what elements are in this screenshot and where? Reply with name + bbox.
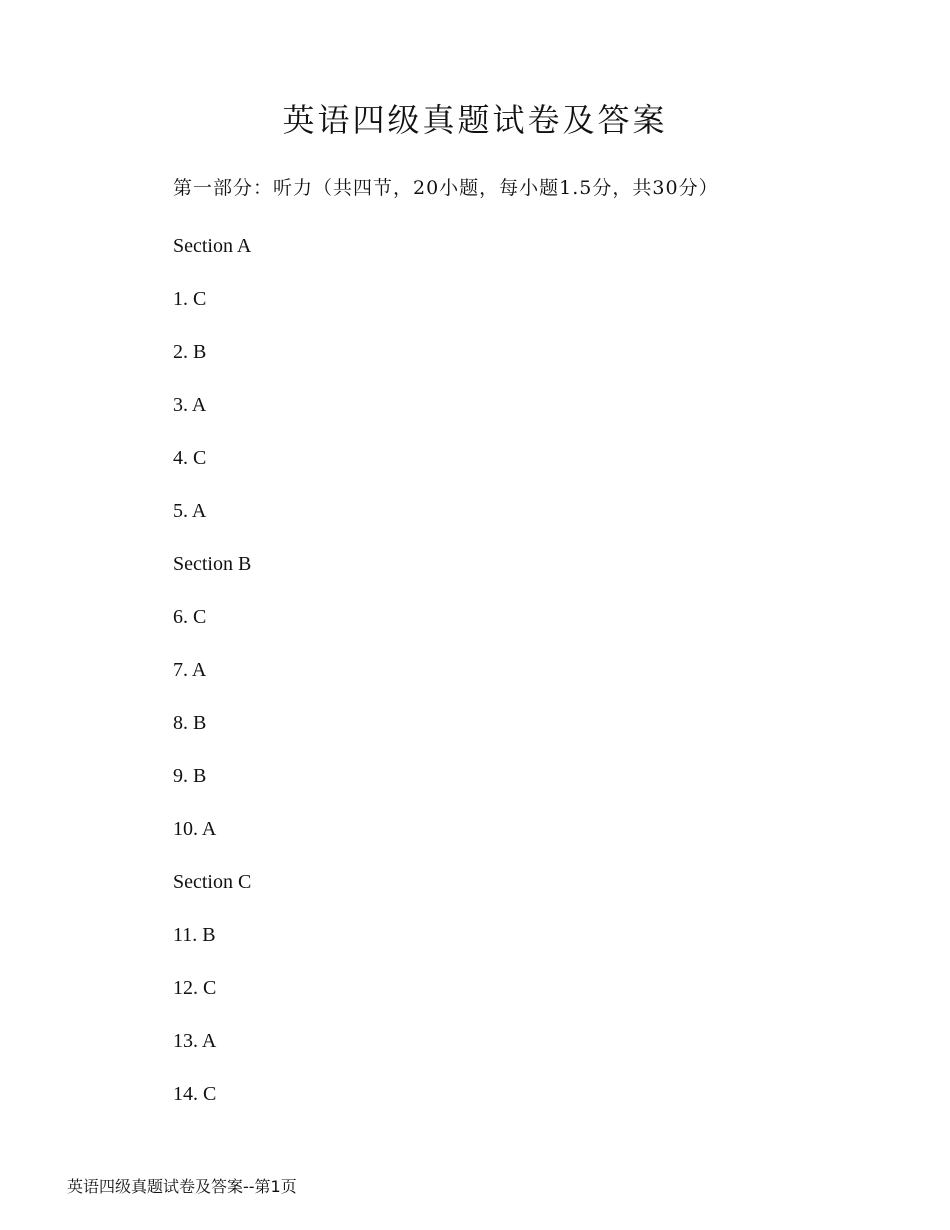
answer-line: 8. B [173, 712, 207, 734]
document-title: 英语四级真题试卷及答案 [282, 101, 668, 139]
answer-line: 10. A [173, 818, 217, 840]
section-heading: Section A [173, 235, 252, 257]
section-heading: Section C [173, 871, 252, 893]
part-heading: 第一部分：听力（共四节，20小题，每小题1.5分，共30分） [173, 177, 719, 199]
answer-line: 12. C [173, 977, 217, 999]
answer-line: 13. A [173, 1030, 217, 1052]
answer-line: 3. A [173, 394, 207, 416]
page-footer: 英语四级真题试卷及答案--第1页 [67, 1177, 297, 1196]
answer-line: 7. A [173, 659, 207, 681]
answer-line: 6. C [173, 606, 207, 628]
answer-list [173, 232, 251, 1133]
answer-line: 2. B [173, 341, 207, 363]
answer-line: 5. A [173, 500, 207, 522]
answer-line: 9. B [173, 765, 207, 787]
answer-line: 4. C [173, 447, 207, 469]
answer-line: 14. C [173, 1083, 217, 1105]
section-heading: Section B [173, 553, 252, 575]
answer-line: 1. C [173, 288, 207, 310]
answer-line: 11. B [173, 924, 216, 946]
